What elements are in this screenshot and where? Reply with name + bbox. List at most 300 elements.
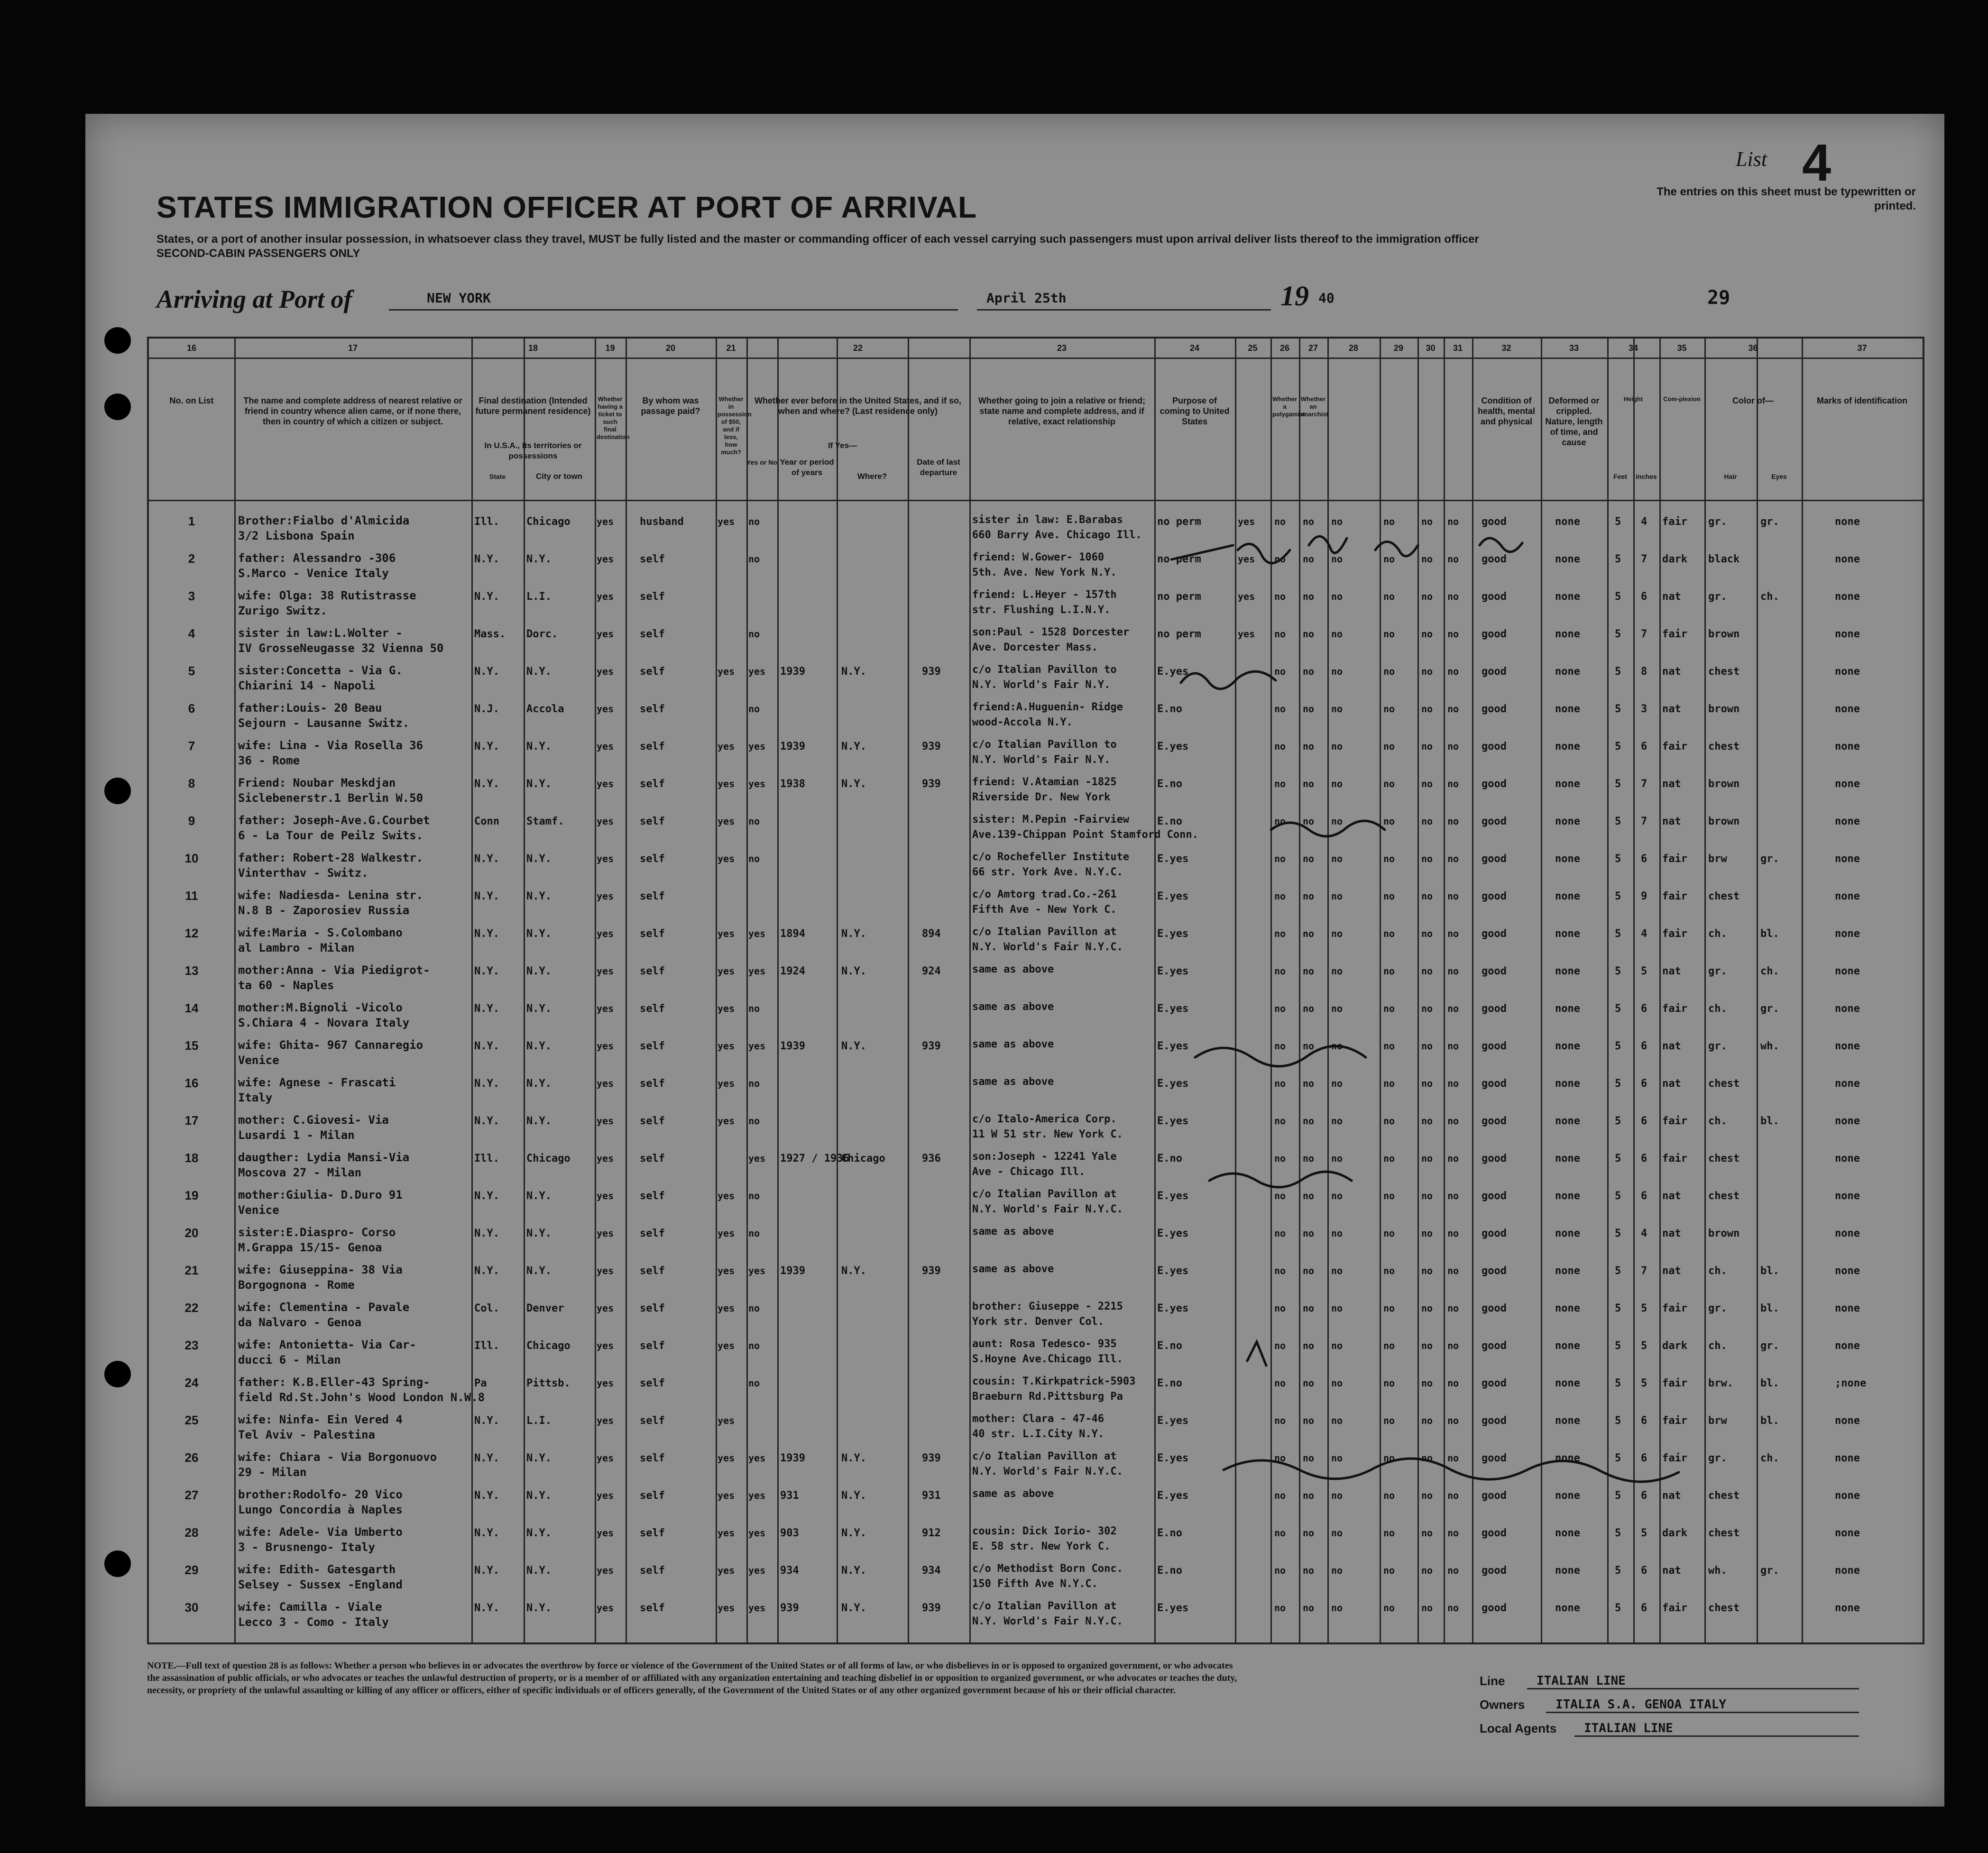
money-cell: yes — [718, 1602, 735, 1614]
relative-address-line1: mother:Anna - Via Piedigrot- — [238, 963, 430, 977]
purpose-cell: E.no — [1157, 1340, 1182, 1352]
deformed-cell: none — [1555, 1040, 1580, 1052]
c31-cell: no — [1447, 890, 1459, 902]
c31-cell: no — [1447, 628, 1459, 640]
state-cell: Col. — [474, 1303, 499, 1314]
c29-cell: no — [1383, 1003, 1395, 1014]
relative-address-line1: father: K.B.Eller-43 Spring- — [238, 1376, 430, 1389]
money-cell: yes — [718, 816, 735, 827]
health-cell: good — [1482, 1340, 1507, 1352]
deformed-cell: none — [1555, 553, 1580, 565]
row-number: 18 — [184, 1151, 199, 1165]
c31-cell: no — [1447, 553, 1459, 565]
row-number: 14 — [184, 1001, 199, 1015]
c29-cell: no — [1383, 1265, 1395, 1276]
column-number: 21 — [726, 343, 736, 353]
c27-cell: no — [1303, 703, 1315, 715]
handwritten-stroke — [1224, 1459, 1679, 1482]
marks-cell: none — [1835, 965, 1860, 977]
ticket-cell: yes — [597, 553, 614, 565]
hair-cell: chest — [1708, 1190, 1740, 1202]
height-feet-cell: 5 — [1615, 1565, 1621, 1577]
column-divider — [908, 339, 909, 1642]
column-divider — [524, 339, 525, 1642]
arrival-line — [156, 284, 352, 314]
c30-cell: no — [1421, 928, 1433, 939]
before-cell: no — [748, 1340, 760, 1351]
c30-cell: no — [1421, 628, 1433, 640]
c29-cell: no — [1383, 591, 1395, 602]
ticket-cell: yes — [597, 1040, 614, 1052]
relative-address-line2: al Lambro - Milan — [238, 941, 355, 954]
c30-cell: no — [1421, 1265, 1433, 1276]
c30-cell: no — [1421, 1228, 1433, 1239]
c28-cell: no — [1331, 591, 1343, 602]
join-line2: Fifth Ave - New York C. — [972, 904, 1117, 916]
c29-cell: no — [1383, 928, 1395, 939]
city-cell: N.Y. — [526, 928, 552, 940]
ticket-cell: yes — [597, 1078, 614, 1089]
c27-cell: no — [1303, 516, 1315, 527]
column-header: The name and complete address of nearest relative or friend in country whence alien came, or if none there, then in country of which a citizen or subject. — [243, 396, 462, 426]
marks-cell: none — [1835, 816, 1860, 827]
join-line2: N.Y. World's Fair N.Y.C. — [972, 1203, 1123, 1215]
eyes-cell: gr. — [1760, 1340, 1779, 1352]
line-value: ITALIAN LINE — [1537, 1674, 1626, 1688]
column-number: 16 — [186, 343, 197, 353]
row-number: 22 — [184, 1301, 199, 1315]
footer-note: NOTE.—Full text of question 28 is as follows: Whether a person who believes in or advocates the overthrow by force or violence of the Government of the United States or of all forms of law, or who disbelieves in or is opposed to organized government, or who advocates the assassination of public officials, or who advocates or teaches the unlawful destruction of property, or is a member of or affiliated with any organization entertaining and teaching disbelief in or opposition to organized government, or who advocates or teaches the duty, necessity, or propriety of the unlawful assaulting or killing of any officer or officers, either of specific individuals or of officers generally, of the Government of the United States or of any other organized government because of his or their official character. — [147, 1660, 1237, 1696]
year-cell: 1939 — [780, 666, 805, 678]
health-cell: good — [1482, 1490, 1507, 1502]
marks-cell: none — [1835, 853, 1860, 865]
relative-address-line1: daugther: Lydia Mansi-Via — [238, 1151, 410, 1164]
money-cell: yes — [718, 1303, 735, 1314]
relative-address-line2: Lecco 3 - Como - Italy — [238, 1615, 389, 1629]
city-cell: N.Y. — [526, 1040, 552, 1052]
relative-address-line2: Siclebenerstr.1 Berlin W.50 — [238, 791, 423, 805]
relative-address-line2: 36 - Rome — [238, 754, 300, 767]
purpose-cell: E.yes — [1157, 1602, 1189, 1614]
height-feet-cell: 5 — [1615, 1078, 1621, 1090]
c30-cell: no — [1421, 1115, 1433, 1127]
before-cell: yes — [748, 1527, 766, 1539]
row-number: 29 — [184, 1563, 199, 1577]
complexion-cell: fair — [1662, 1415, 1687, 1427]
city-cell: N.Y. — [526, 1190, 552, 1202]
relative-address-line1: sister in law:L.Wolter - — [238, 626, 403, 640]
hair-cell: brw — [1708, 1415, 1727, 1427]
row-number: 8 — [188, 776, 195, 790]
join-line1: cousin: T.Kirkpatrick-5903 — [972, 1376, 1136, 1387]
paid-by-cell: self — [640, 853, 665, 865]
agents-value: ITALIAN LINE — [1584, 1721, 1673, 1735]
marks-cell: none — [1835, 1527, 1860, 1539]
sub-header-year: Year or period of years — [780, 458, 834, 477]
paid-by-cell: self — [640, 1527, 665, 1539]
relative-address-line2: ta 60 - Naples — [238, 979, 334, 992]
c31-cell: no — [1447, 1490, 1459, 1501]
row-number: 17 — [184, 1113, 199, 1128]
before-cell: yes — [748, 1565, 766, 1576]
c29-cell: no — [1383, 965, 1395, 977]
purpose-cell: E.no — [1157, 1377, 1182, 1389]
paid-by-cell: self — [640, 1490, 665, 1502]
year-cell: 1894 — [780, 928, 805, 940]
year-cell: 1927 / 1936 — [780, 1153, 849, 1165]
marks-cell: none — [1835, 1340, 1860, 1352]
ticket-cell: yes — [597, 703, 614, 715]
eyes-cell: bl. — [1760, 1115, 1779, 1127]
paid-by-cell: self — [640, 666, 665, 678]
complexion-cell: fair — [1662, 1003, 1687, 1015]
column-divider — [595, 339, 596, 1642]
height-feet-cell: 5 — [1615, 1340, 1621, 1352]
join-line1: same as above — [972, 1076, 1054, 1088]
relative-address-line2: Venice — [238, 1054, 279, 1067]
c29-cell: no — [1383, 778, 1395, 789]
ticket-cell: yes — [597, 1377, 614, 1389]
state-cell: N.Y. — [474, 1415, 499, 1427]
binder-hole — [104, 1550, 131, 1577]
c30-cell: no — [1421, 1340, 1433, 1351]
before-cell: yes — [748, 741, 766, 752]
c31-cell: no — [1447, 666, 1459, 677]
relative-address-line1: wife: Agnese - Frascati — [238, 1076, 396, 1089]
purpose-cell: E.yes — [1157, 1040, 1189, 1052]
column-header: Height — [1623, 395, 1643, 403]
row-number: 21 — [184, 1263, 199, 1277]
eyes-cell: gr. — [1760, 1003, 1779, 1015]
ticket-cell: yes — [597, 890, 614, 902]
column-divider — [626, 339, 627, 1642]
eyes-cell: bl. — [1760, 1265, 1779, 1277]
join-line2: S.Hoyne Ave.Chicago Ill. — [972, 1353, 1123, 1365]
height-inches-cell: 7 — [1641, 553, 1647, 565]
handwritten-stroke — [1238, 544, 1290, 563]
column-number: 32 — [1501, 343, 1511, 353]
row-number: 25 — [184, 1413, 199, 1427]
state-cell: N.Y. — [474, 1265, 499, 1277]
agents-fill-line — [1574, 1735, 1859, 1737]
hair-cell: gr. — [1708, 516, 1727, 528]
relative-address-line2: 6 - La Tour de Peilz Swits. — [238, 829, 423, 842]
manifest-sheet — [85, 114, 1944, 1807]
c28-cell: no — [1331, 816, 1343, 827]
hair-cell: ch. — [1708, 1115, 1727, 1127]
join-line1: same as above — [972, 1263, 1054, 1275]
handwritten-stroke — [1181, 671, 1276, 689]
c29-cell: no — [1383, 1303, 1395, 1314]
c31-cell: no — [1447, 778, 1459, 789]
marks-cell: none — [1835, 1602, 1860, 1614]
c27-cell: no — [1303, 1003, 1315, 1014]
c29-cell: no — [1383, 1377, 1395, 1389]
c26-cell: no — [1274, 1340, 1286, 1351]
c28-cell: no — [1331, 853, 1343, 864]
c30-cell: no — [1421, 1490, 1433, 1501]
c27-cell: no — [1303, 666, 1315, 677]
paid-by-cell: self — [640, 1040, 665, 1052]
hair-cell: wh. — [1708, 1565, 1727, 1577]
purpose-cell: no perm — [1157, 591, 1201, 603]
c28-cell: no — [1331, 741, 1343, 752]
column-header: Final destination (Intended future permanent residence) — [475, 396, 591, 416]
hair-cell: brown — [1708, 1228, 1740, 1239]
purpose-cell: E.yes — [1157, 1265, 1189, 1277]
column-number: 27 — [1308, 343, 1318, 353]
column-number: 29 — [1393, 343, 1404, 353]
column-header: Whether an anarchist — [1301, 395, 1328, 418]
join-line1: son:Paul - 1528 Dorcester — [972, 626, 1130, 638]
state-cell: Mass. — [474, 628, 506, 640]
deformed-cell: none — [1555, 1415, 1580, 1427]
money-cell: yes — [718, 1415, 735, 1426]
c29-cell: no — [1383, 1565, 1395, 1576]
height-feet-cell: 5 — [1615, 1303, 1621, 1314]
marks-cell: none — [1835, 1003, 1860, 1015]
paid-by-cell: self — [640, 965, 665, 977]
money-cell: yes — [718, 1340, 735, 1351]
c29-cell: no — [1383, 741, 1395, 752]
c29-cell: no — [1383, 1078, 1395, 1089]
marks-cell: none — [1835, 516, 1860, 528]
money-cell: yes — [718, 1078, 735, 1089]
ticket-cell: yes — [597, 1340, 614, 1351]
c26-cell: no — [1274, 1490, 1286, 1501]
height-feet-cell: 5 — [1615, 628, 1621, 640]
c30-cell: no — [1421, 591, 1433, 602]
relative-address-line1: wife:Maria - S.Colombano — [238, 926, 403, 939]
c29-cell: no — [1383, 666, 1395, 677]
height-feet-cell: 5 — [1615, 1003, 1621, 1015]
purpose-cell: E.yes — [1157, 1078, 1189, 1090]
state-cell: N.Y. — [474, 591, 499, 603]
ticket-cell: yes — [597, 1452, 614, 1464]
c27-cell: no — [1303, 778, 1315, 789]
hair-cell: brown — [1708, 703, 1740, 715]
join-line2: Ave. Dorcester Mass. — [972, 642, 1098, 653]
relative-address-line1: Friend: Noubar Meskdjan — [238, 776, 396, 789]
join-line1: friend:A.Huguenin- Ridge — [972, 701, 1123, 713]
column-header: Deformed or crippled. Nature, length of time, and cause — [1545, 396, 1603, 447]
hair-cell: brw. — [1708, 1377, 1733, 1389]
health-cell: good — [1482, 816, 1507, 827]
marks-cell: none — [1835, 890, 1860, 902]
marks-cell: none — [1835, 553, 1860, 565]
city-cell: N.Y. — [526, 1602, 552, 1614]
health-cell: good — [1482, 516, 1507, 528]
ticket-cell: yes — [597, 591, 614, 602]
height-inches-cell: 6 — [1641, 591, 1647, 603]
health-cell: good — [1482, 1452, 1507, 1464]
c29-cell: no — [1383, 703, 1395, 715]
city-cell: N.Y. — [526, 778, 552, 790]
eyes-cell: bl. — [1760, 1415, 1779, 1427]
height-inches-cell: 6 — [1641, 1153, 1647, 1165]
marks-cell: none — [1835, 1153, 1860, 1165]
intro-text — [156, 232, 1579, 261]
paid-by-cell: self — [640, 778, 665, 790]
c27-cell: no — [1303, 1602, 1315, 1614]
city-cell: N.Y. — [526, 1452, 552, 1464]
relative-address-line1: wife: Olga: 38 Rutistrasse — [238, 589, 416, 602]
c26-cell: no — [1274, 816, 1286, 827]
c27-cell: no — [1303, 1377, 1315, 1389]
column-number: 17 — [348, 343, 358, 353]
hair-cell: gr. — [1708, 965, 1727, 977]
c31-cell: no — [1447, 928, 1459, 939]
height-inches-cell: 6 — [1641, 853, 1647, 865]
join-line1: c/o Italian Pavillon to — [972, 664, 1117, 676]
height-feet-cell: 5 — [1615, 1265, 1621, 1277]
before-cell: yes — [748, 1153, 766, 1164]
city-cell: N.Y. — [526, 1078, 552, 1090]
eyes-cell: gr. — [1760, 1565, 1779, 1577]
hair-cell: chest — [1708, 890, 1740, 902]
height-feet-cell: 5 — [1615, 516, 1621, 528]
join-line2: 66 str. York Ave. N.Y.C. — [972, 866, 1123, 878]
relative-address-line1: sister:E.Diaspro- Corso — [238, 1226, 396, 1239]
c31-cell: no — [1447, 741, 1459, 752]
money-cell: yes — [718, 853, 735, 864]
relative-address-line2: N.8 B - Zaporosiev Russia — [238, 904, 410, 917]
complexion-cell: nat — [1662, 1190, 1681, 1202]
state-cell: Ill. — [474, 1153, 499, 1165]
eyes-cell: gr. — [1760, 516, 1779, 528]
c30-cell: no — [1421, 516, 1433, 527]
city-cell: N.Y. — [526, 1228, 552, 1239]
c27-cell: no — [1303, 628, 1315, 640]
height-inches-cell: 6 — [1641, 1415, 1647, 1427]
row-number: 28 — [184, 1525, 199, 1540]
c31-cell: no — [1447, 1303, 1459, 1314]
line-fill-line — [1527, 1688, 1859, 1689]
c28-cell: no — [1331, 1602, 1343, 1614]
deformed-cell: none — [1555, 778, 1580, 790]
row-number: 6 — [188, 701, 195, 716]
c29-cell: no — [1383, 853, 1395, 864]
col25-cell: yes — [1238, 591, 1255, 602]
state-cell: N.Y. — [474, 1228, 499, 1239]
state-cell: Ill. — [474, 1340, 499, 1352]
join-line1: same as above — [972, 1488, 1054, 1500]
c28-cell: no — [1331, 1340, 1343, 1351]
c28-cell: no — [1331, 1040, 1343, 1052]
eyes-cell: bl. — [1760, 1303, 1779, 1314]
before-cell: yes — [748, 965, 766, 977]
c27-cell: no — [1303, 853, 1315, 864]
marks-cell: none — [1835, 1040, 1860, 1052]
where-cell: N.Y. — [841, 1490, 866, 1502]
paid-by-cell: self — [640, 741, 665, 752]
money-cell: yes — [718, 666, 735, 677]
c28-cell: no — [1331, 1490, 1343, 1501]
deformed-cell: none — [1555, 1377, 1580, 1389]
height-feet-cell: 5 — [1615, 928, 1621, 940]
paid-by-cell: self — [640, 1377, 665, 1389]
c31-cell: no — [1447, 1527, 1459, 1539]
where-cell: N.Y. — [841, 965, 866, 977]
column-number: 25 — [1248, 343, 1258, 353]
before-cell: no — [748, 703, 760, 715]
complexion-cell: nat — [1662, 1265, 1681, 1277]
c30-cell: no — [1421, 1452, 1433, 1464]
relative-address-line2: Lusardi 1 - Milan — [238, 1128, 355, 1142]
column-header: No. on List — [169, 396, 214, 405]
relative-address-line2: Sejourn - Lausanne Switz. — [238, 716, 410, 730]
c26-cell: no — [1274, 591, 1286, 602]
c28-cell: no — [1331, 666, 1343, 677]
relative-address-line1: mother:Giulia- D.Duro 91 — [238, 1188, 403, 1202]
height-inches-cell: 7 — [1641, 816, 1647, 827]
state-cell: N.Y. — [474, 778, 499, 790]
purpose-cell: E.yes — [1157, 1303, 1189, 1314]
before-cell: no — [748, 516, 760, 527]
state-cell: N.J. — [474, 703, 499, 715]
c27-cell: no — [1303, 1415, 1315, 1426]
paid-by-cell: self — [640, 1078, 665, 1090]
complexion-cell: nat — [1662, 666, 1681, 678]
state-cell: N.Y. — [474, 1452, 499, 1464]
c27-cell: no — [1303, 1078, 1315, 1089]
c26-cell: no — [1274, 1115, 1286, 1127]
height-inches-cell: 7 — [1641, 778, 1647, 790]
owners-fill-line — [1546, 1712, 1859, 1713]
purpose-cell: E.yes — [1157, 1490, 1189, 1502]
relative-address-line1: sister:Concetta - Via G. — [238, 664, 403, 677]
hair-cell: gr. — [1708, 1303, 1727, 1314]
purpose-cell: no perm — [1157, 516, 1201, 528]
c26-cell: no — [1274, 516, 1286, 527]
city-cell: L.I. — [526, 1415, 552, 1427]
state-cell: N.Y. — [474, 1565, 499, 1577]
hair-cell: brown — [1708, 778, 1740, 790]
ticket-cell: yes — [597, 1265, 614, 1276]
hair-cell: chest — [1708, 1527, 1740, 1539]
join-line1: sister in law: E.Barabas — [972, 514, 1123, 526]
c26-cell: no — [1274, 890, 1286, 902]
column-header: Purpose of coming to United States — [1160, 396, 1230, 426]
c29-cell: no — [1383, 816, 1395, 827]
city-cell: L.I. — [526, 591, 552, 603]
c26-cell: no — [1274, 1415, 1286, 1426]
paid-by-cell: self — [640, 703, 665, 715]
col25-cell: yes — [1238, 516, 1255, 527]
join-line1: son:Joseph - 12241 Yale — [972, 1151, 1117, 1163]
marks-cell: none — [1835, 628, 1860, 640]
date-fill-line — [977, 309, 1271, 311]
state-cell: Conn — [474, 816, 499, 827]
row-number: 16 — [184, 1076, 199, 1090]
ticket-cell: yes — [597, 741, 614, 752]
join-line2: 5th. Ave. New York N.Y. — [972, 567, 1117, 578]
year-cell: 1938 — [780, 778, 805, 790]
year-cell: 903 — [780, 1527, 799, 1539]
ticket-cell: yes — [597, 1602, 614, 1614]
city-cell: Pittsb. — [526, 1377, 571, 1389]
state-cell: N.Y. — [474, 1602, 499, 1614]
join-line1: brother: Giuseppe - 2215 — [972, 1301, 1123, 1312]
deformed-cell: none — [1555, 1003, 1580, 1015]
height-feet-cell: 5 — [1615, 1190, 1621, 1202]
c26-cell: no — [1274, 1265, 1286, 1276]
deformed-cell: none — [1555, 928, 1580, 940]
handwritten-stroke — [1309, 536, 1347, 553]
c26-cell: no — [1274, 928, 1286, 939]
join-line1: friend: W.Gower- 1060 — [972, 551, 1104, 563]
sub-header-if-yes: If Yes— — [828, 441, 857, 450]
